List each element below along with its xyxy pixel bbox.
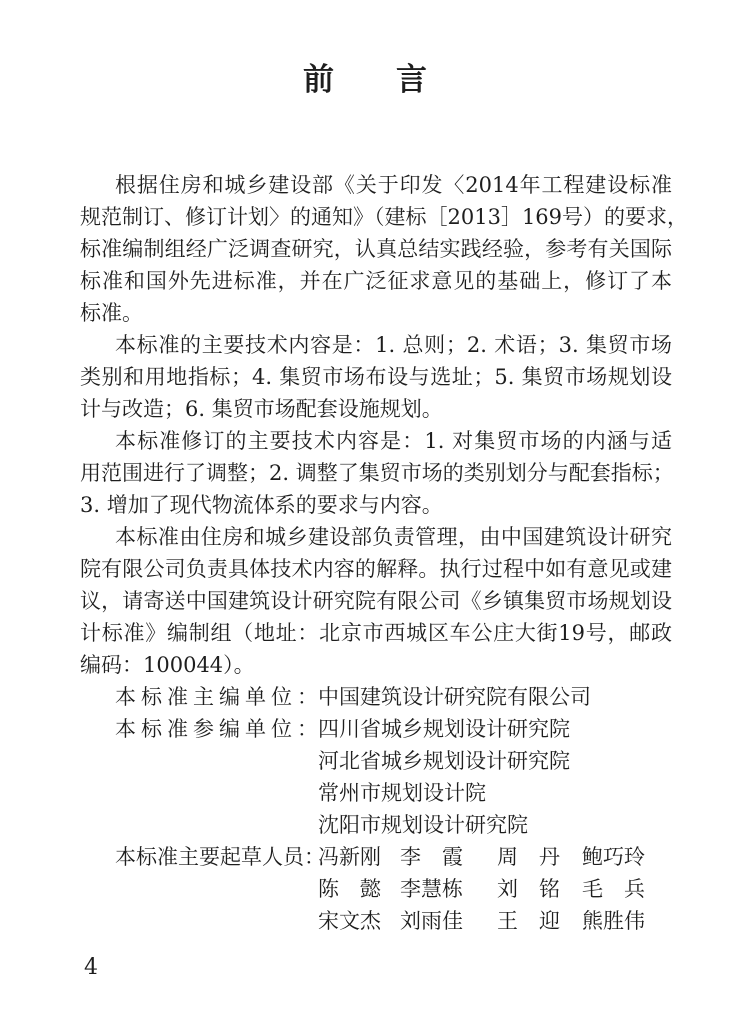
participating-unit: 常州市规划设计院	[318, 781, 486, 805]
text-line: 规范制订、修订计划〉的通知》（建标［2013］169号）的要求，	[80, 205, 689, 229]
participating-unit: 四川省城乡规划设计研究院	[318, 717, 570, 741]
drafter-name: 陈懿	[318, 877, 381, 901]
drafter-name: 毛兵	[582, 877, 645, 901]
page-number: 4	[84, 955, 98, 980]
text-line: 计与改造；6. 集贸市场配套设施规划。	[80, 397, 443, 421]
drafters-row	[80, 873, 672, 905]
text-line: 本标准的主要技术内容是：1. 总则；2. 术语；3. 集贸市场	[115, 333, 672, 357]
chief-unit-row	[80, 681, 672, 713]
participating-unit-row	[80, 809, 672, 841]
drafter-name: 李霞	[400, 845, 463, 869]
chief-unit: 中国建筑设计研究院有限公司	[318, 685, 591, 709]
text-line: 院有限公司负责具体技术内容的解释。执行过程中如有意见或建	[80, 557, 672, 581]
participating-unit: 沈阳市规划设计研究院	[318, 813, 528, 837]
drafter-names	[318, 873, 645, 905]
paragraph	[80, 425, 672, 521]
paragraph	[80, 329, 672, 425]
page-title	[0, 60, 730, 100]
drafter-names	[318, 841, 645, 873]
drafters-row	[80, 841, 672, 873]
participating-unit-row	[80, 713, 672, 745]
text-line: 本标准由住房和城乡建设部负责管理，由中国建筑设计研究	[115, 525, 672, 549]
text-line: 用范围进行了调整；2. 调整了集贸市场的类别划分与配套指标；	[80, 461, 674, 485]
text-line: 标准和国外先进标准，并在广泛征求意见的基础上，修订了本	[80, 269, 672, 293]
title-char: 言	[396, 62, 427, 98]
credits	[80, 681, 672, 937]
drafter-name: 周丹	[497, 845, 560, 869]
drafters-row	[80, 905, 672, 937]
drafter-name: 王迎	[497, 909, 560, 933]
paragraph	[80, 521, 672, 681]
text-line: 标准。	[80, 301, 143, 325]
paragraph	[80, 169, 689, 329]
participating-unit: 河北省城乡规划设计研究院	[318, 749, 570, 773]
text-line: 议，请寄送中国建筑设计研究院有限公司《乡镇集贸市场规划设	[80, 589, 672, 613]
participating-unit-row	[80, 745, 672, 777]
text-line: 编码：100044）。	[80, 653, 255, 677]
preface-body	[80, 169, 689, 937]
drafter-name: 宋文杰	[318, 909, 381, 933]
chief-unit-label: 本标准主编单位：	[115, 685, 318, 709]
drafter-names	[318, 905, 645, 937]
participating-unit-row	[80, 777, 672, 809]
drafter-name: 刘雨佳	[400, 909, 463, 933]
drafter-name: 刘铭	[497, 877, 560, 901]
drafters-label: 本标准主要起草人员：	[115, 845, 325, 869]
text-line: 计标准》编制组（地址：北京市西城区车公庄大街19号，邮政	[80, 621, 672, 645]
drafter-name: 李慧栋	[400, 877, 463, 901]
text-line: 3. 增加了现代物流体系的要求与内容。	[80, 493, 443, 517]
text-line: 标准编制组经广泛调查研究，认真总结实践经验，参考有关国际	[80, 237, 672, 261]
title-char: 前	[303, 62, 334, 98]
text-line: 根据住房和城乡建设部《关于印发〈2014年工程建设标准	[115, 173, 672, 197]
drafter-name: 熊胜伟	[582, 909, 645, 933]
text-line: 类别和用地指标；4. 集贸市场布设与选址；5. 集贸市场规划设	[80, 365, 672, 389]
drafter-name: 冯新刚	[318, 845, 381, 869]
text-line: 本标准修订的主要技术内容是：1. 对集贸市场的内涵与适	[115, 429, 672, 453]
participating-unit-label: 本标准参编单位：	[115, 717, 318, 741]
drafter-name: 鲍巧玲	[582, 845, 645, 869]
